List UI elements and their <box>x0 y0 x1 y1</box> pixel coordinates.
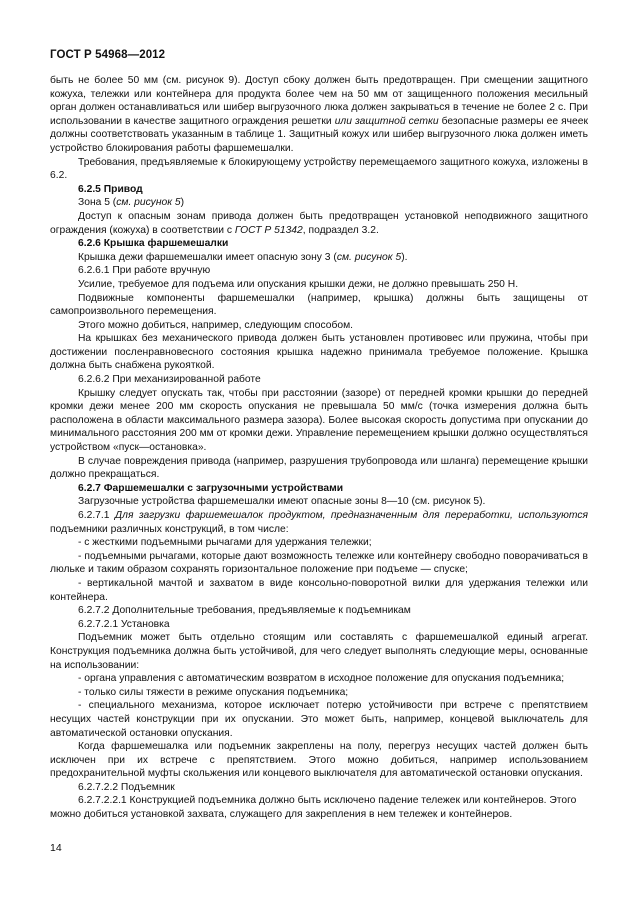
text-run: - специального механизма, которое исключает потерю устойчивости при встрече с препятствием несущих частей конструкции при их опускании. Это может быть, например, концевой выключатель для автоматической остановки опускания. <box>50 700 588 739</box>
text-run: - подъемными рычагами, которые дают возможность тележке или контейнеру свободно поворачиваться в люльке и таким образом сохранять горизонтальное положение при подъеме — спуске; <box>50 550 588 576</box>
paragraph <box>50 604 588 618</box>
text-run: - вертикальной мачтой и захватом в виде консольно-поворотной вилки для удержания тележки или контейнера. <box>50 577 588 603</box>
paragraph <box>50 264 588 278</box>
text-run: Подъемник может быть отдельно стоящим или составлять с фаршемешалкой единый агрегат. Конструкция подъемника должна быть устойчивой, для чего следует выполнять следующие меры, основанные на использовании: <box>50 632 588 671</box>
text-run: Усилие, требуемое для подъема или опускания крышки дежи, не должно превышать 250 Н. <box>78 278 519 290</box>
paragraph <box>50 631 588 672</box>
text-run: 6.2.7.2.2.1 Конструкцией подъемника должно быть исключено падение тележек или контейнеров. Этого можно добиться установкой захвата, служащего для закрепления в нем тележек и контейнеров. <box>50 795 577 821</box>
paragraph <box>50 373 588 387</box>
text-run: Требования, предъявляемые к блокирующему устройству перемещаемого защитного кожуха, изложены в 6.2. <box>50 156 588 182</box>
text-run: - органа управления с автоматическим возвратом в исходное положение для опускания подъемника; <box>78 673 565 685</box>
paragraph <box>50 278 588 292</box>
paragraph <box>50 156 588 183</box>
text-run: Этого можно добиться, например, следующим способом. <box>78 319 354 331</box>
text-run: 6.2.7.1 <box>78 510 115 521</box>
paragraph <box>50 292 588 319</box>
text-run: 6.2.6 Крышка фаршемешалки <box>78 238 229 250</box>
paragraph <box>50 781 588 795</box>
text-run: ГОСТ Р 51342 <box>234 224 303 236</box>
text-run: или защитной сетки <box>334 115 439 127</box>
text-run: Для загрузки фаршемешалок продуктом, предназначенным для переработки, используются <box>114 510 588 521</box>
text-run: Подвижные компоненты фаршемешалки (например, крышка) должны быть защищены от самопроизвольного перемещения. <box>50 292 588 318</box>
text-run: безопасные размеры ее ячеек должны соответствовать указанным в таблице 1. Защитный кожух или шибер выгрузочного люка должен иметь устройство блокирования работы фаршемешалки. <box>50 115 588 154</box>
paragraph <box>50 74 588 156</box>
text-run: 6.2.7 Фаршемешалки с загрузочными устройствами <box>78 482 344 494</box>
page-number: 14 <box>50 842 62 854</box>
paragraph <box>50 196 588 210</box>
text-run: см. рисунок 5 <box>336 251 402 263</box>
document-header: ГОСТ Р 54968—2012 <box>50 49 166 61</box>
paragraph <box>50 387 588 455</box>
paragraph <box>50 672 588 686</box>
text-run: Зона 5 ( <box>78 197 117 209</box>
text-run: , подраздел 3.2. <box>302 224 379 236</box>
paragraph <box>50 550 588 577</box>
paragraph <box>50 577 588 604</box>
paragraph <box>50 536 588 550</box>
paragraph <box>50 251 588 265</box>
text-run: 6.2.6.2 При механизированной работе <box>78 374 261 386</box>
text-run: 6.2.5 Привод <box>78 183 143 195</box>
text-run: - только силы тяжести в режиме опускания подъемника; <box>78 686 349 698</box>
paragraph <box>50 455 588 482</box>
text-run: ) <box>180 197 185 209</box>
paragraph <box>50 509 588 536</box>
paragraph <box>50 794 588 821</box>
text-run: Загрузочные устройства фаршемешалки имеют опасные зоны 8—10 (см. рисунок 5). <box>78 496 486 508</box>
text-run: 6.2.6.1 При работе вручную <box>78 265 211 277</box>
text-run: быть не более 50 мм (см. рисунок 9). Доступ сбоку должен быть предотвращен. При смещении защитного кожуха, тележки или контейнера для продукта более чем на 50 мм от защищенного положения месильный орган должен останавливаться или шибер выгрузочного люка должен закрываться в течение не более 2 с. При использовании в качестве защитного ограждения решетки <box>50 75 588 127</box>
text-run: Крышка дежи фаршемешалки имеет опасную зону 3 ( <box>78 251 337 263</box>
text-run: ). <box>401 251 408 263</box>
paragraph <box>50 237 588 251</box>
text-run: см. рисунок 5 <box>116 197 181 209</box>
paragraph <box>50 332 588 373</box>
paragraph <box>50 495 588 509</box>
text-run: - с жесткими подъемными рычагами для удержания тележки; <box>78 537 372 549</box>
text-run: Когда фаршемешалка или подъемник закреплены на полу, перегруз несущих частей должен быть исключен при их встрече с препятствием. Этого можно добиться, например использованием предохранительной муфты скольжения или концевого выключателя для автоматической остановки опускания. <box>50 741 588 780</box>
paragraph <box>50 210 588 237</box>
document-body <box>50 74 588 822</box>
text-run: Доступ к опасным зонам привода должен быть предотвращен установкой неподвижного защитного ограждения (кожуха) в соответствии с <box>50 210 588 236</box>
text-run: На крышках без механического привода должен быть установлен противовес или пружина, чтобы при достижении посленравновесного состояния крышка надежно принимала требуемое положение. Крышка должна быть снабжена рукояткой. <box>50 333 588 372</box>
paragraph <box>50 482 588 496</box>
text-run: 6.2.7.2.2 Подъемник <box>78 781 175 793</box>
text-run: подъемники различных конструкций, в том числе: <box>50 523 289 535</box>
paragraph <box>50 618 588 632</box>
text-run: 6.2.7.2.1 Установка <box>78 618 170 630</box>
paragraph <box>50 686 588 700</box>
paragraph <box>50 699 588 740</box>
text-run: 6.2.7.2 Дополнительные требования, предъявляемые к подъемникам <box>78 605 411 617</box>
text-run: В случае повреждения привода (например, разрушения трубопровода или шланга) перемещение крышки должно прекращаться. <box>50 455 588 481</box>
paragraph <box>50 183 588 197</box>
paragraph <box>50 740 588 781</box>
text-run: Крышку следует опускать так, чтобы при расстоянии (зазоре) от передней кромки крышки до передней кромки дежи менее 200 мм скорость опускания не превышала 50 мм/с (точка измерения должна быть расположена в области максимального размера зазора). Более высокая скорость допустима при опускании до минимального расстояния 200 мм от кромки дежи. Управление перемещением крышки должно осуществляться устройством «пуск—остановка». <box>50 387 588 454</box>
paragraph <box>50 319 588 333</box>
